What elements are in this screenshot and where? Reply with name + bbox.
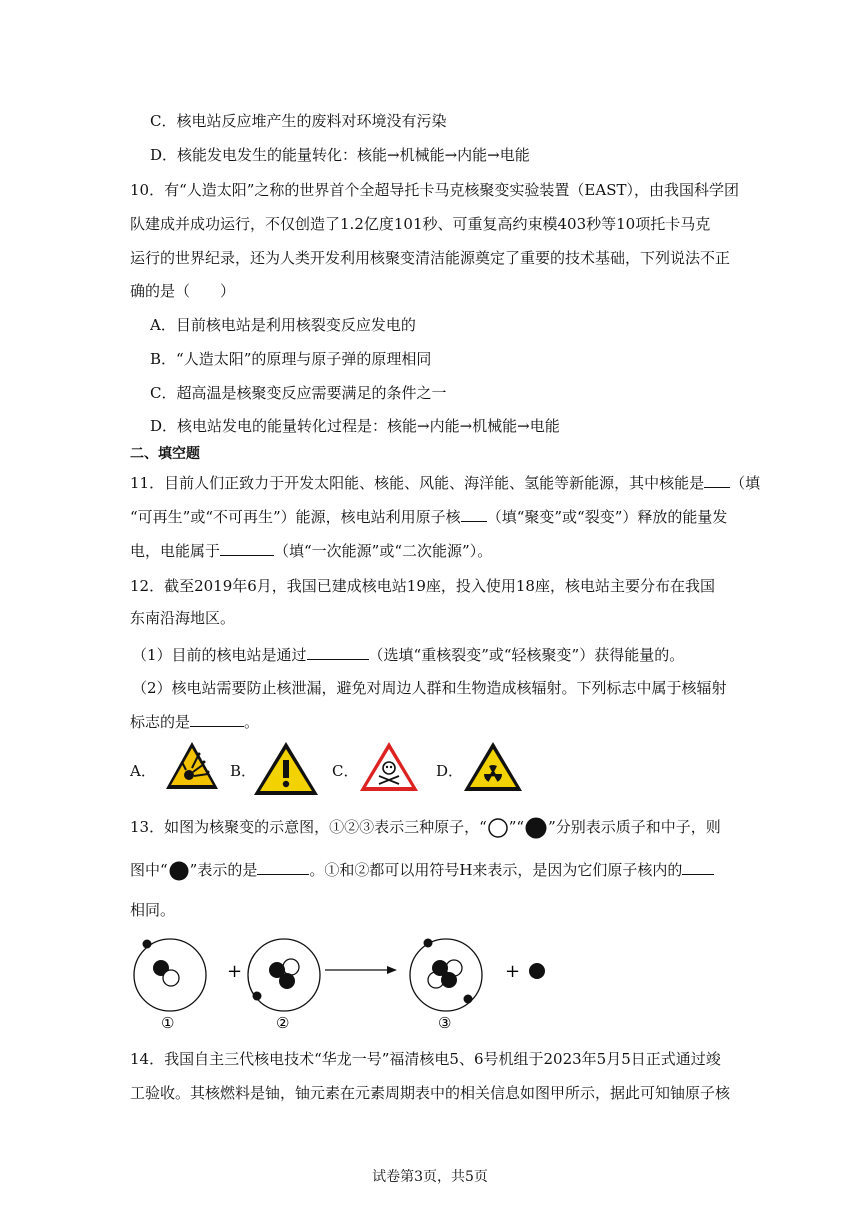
question-14-line2: 工验收。其核燃料是铀，铀元素在元素周期表中的相关信息如图甲所示，据此可知铀原子核 (130, 1084, 731, 1102)
q11-text-4: （填“聚变”或“裂变”）释放的能量发 (486, 508, 728, 526)
answer-blank (461, 506, 487, 522)
question-11-line2 (130, 506, 727, 527)
answer-blank (704, 472, 730, 488)
question-13-line3: 相同。 (130, 901, 176, 919)
question-14-line1: 14．我国自主三代核电技术“华龙一号”福清核电5、6号机组于2023年5月5日正式通过竣 (130, 1050, 721, 1068)
question-11-line3 (130, 540, 492, 561)
sign-label-d: D． (436, 762, 464, 780)
q13-text-1: 13．如图为核聚变的示意图，①②③表示三种原子，“ (130, 818, 487, 836)
explosive-sign-icon (164, 740, 220, 792)
question-13-line2 (130, 859, 714, 881)
proton (163, 970, 179, 986)
option-10b: B．“人造太阳”的原理与原子弹的原理相同 (150, 350, 432, 368)
q12-1-text-2: （选填“重核裂变”或“轻核聚变”）获得能量的。 (368, 646, 685, 664)
atom-label-2: ② (276, 1014, 290, 1032)
plus-sign: + (505, 961, 521, 982)
question-12-part1 (132, 644, 684, 665)
electron (143, 940, 152, 949)
section-heading: 二、填空题 (130, 446, 200, 462)
question-13-line1 (130, 817, 721, 839)
page-footer: 试卷第3页，共5页 (372, 1169, 488, 1185)
neutron (441, 972, 457, 988)
nuclear-fusion-diagram (125, 930, 565, 1035)
answer-blank (307, 644, 369, 660)
question-12-line1: 12．截至2019年6月，我国已建成核电站19座，投入使用18座，核电站主要分布在我国 (130, 577, 715, 595)
q13-text-6: 。①和②都可以用符号H来表示，是因为它们原子核内的 (309, 861, 683, 879)
q11-text-3: “可再生”或“不可再生”）能源，核电站利用原子核 (130, 508, 461, 526)
warning-sign-icon (252, 740, 320, 798)
option-9d: D．核能发电发生的能量转化：核能→机械能→内能→电能 (150, 146, 530, 164)
q13-text-4: 图中“ (130, 861, 168, 879)
electron (464, 995, 473, 1004)
answer-blank (220, 540, 274, 556)
answer-blank (682, 859, 714, 875)
question-10-line1: 10．有“人造太阳”之称的世界首个全超导托卡马克核聚变实验装置（EAST），由我国科学团 (130, 181, 739, 199)
neutron-symbol-icon (524, 817, 548, 839)
reaction-arrow-head (387, 966, 397, 974)
sign-label-a: A． (130, 762, 156, 780)
electron (253, 992, 262, 1001)
answer-blank (190, 711, 244, 727)
q12-2-text-2: 。 (244, 713, 260, 731)
sign-label-c: C． (332, 762, 359, 780)
answer-blank (257, 859, 309, 875)
atom-label-3: ③ (438, 1014, 452, 1032)
q11-text-5: 电，电能属于 (130, 542, 221, 560)
q11-text-1: 11．目前人们正致力于开发太阳能、核能、风能、海洋能、氢能等新能源，其中核能是 (130, 474, 705, 492)
plus-sign: + (227, 961, 243, 982)
neutron-symbol-icon (168, 861, 190, 881)
free-neutron (529, 963, 545, 979)
option-10a: A．目前核电站是利用核裂变反应发电的 (150, 316, 416, 334)
question-12-part2: （2）核电站需要防止核泄漏，避免对周边人群和生物造成核辐射。下列标志中属于核辐射 (132, 679, 727, 697)
q13-text-5: ”表示的是 (189, 861, 258, 879)
option-10d: D．核电站发电的能量转化过程是：核能→内能→机械能→电能 (150, 417, 560, 435)
proton-symbol-icon (487, 818, 509, 838)
option-9c: C．核电站反应堆产生的废料对环境没有污染 (150, 112, 447, 130)
sign-label-b: B． (230, 762, 257, 780)
q11-text-6: （填“一次能源”或“二次能源”）。 (274, 542, 493, 560)
q12-1-text: （1）目前的核电站是通过 (132, 646, 307, 664)
option-10c: C．超高温是核聚变反应需要满足的条件之一 (150, 384, 447, 402)
question-10-line2: 队建成并成功运行，不仅创造了1.2亿度101秒、可重复高约束模403秒等10项托卡马克 (130, 215, 711, 233)
q11-text-2: （填 (730, 474, 761, 492)
toxic-sign-icon (358, 740, 420, 794)
question-12-line2: 东南沿海地区。 (130, 609, 236, 627)
electron (424, 939, 433, 948)
question-11-line1 (130, 472, 760, 493)
question-10-line3: 运行的世界纪录，还为人类开发利用核聚变清洁能源奠定了重要的技术基础，下列说法不正 (130, 249, 731, 267)
q12-2-text: 标志的是 (130, 713, 191, 731)
atom-label-1: ① (161, 1014, 175, 1032)
q13-text-2: ”“ (508, 818, 525, 836)
radiation-sign-icon (462, 740, 524, 794)
question-12-part2-line2 (130, 711, 259, 732)
question-10-line4: 确的是（ ） (130, 282, 236, 300)
proton (283, 959, 299, 975)
q13-text-3: ”分别表示质子和中子，则 (548, 818, 721, 836)
neutron (279, 973, 295, 989)
hazard-signs-row (130, 740, 580, 800)
